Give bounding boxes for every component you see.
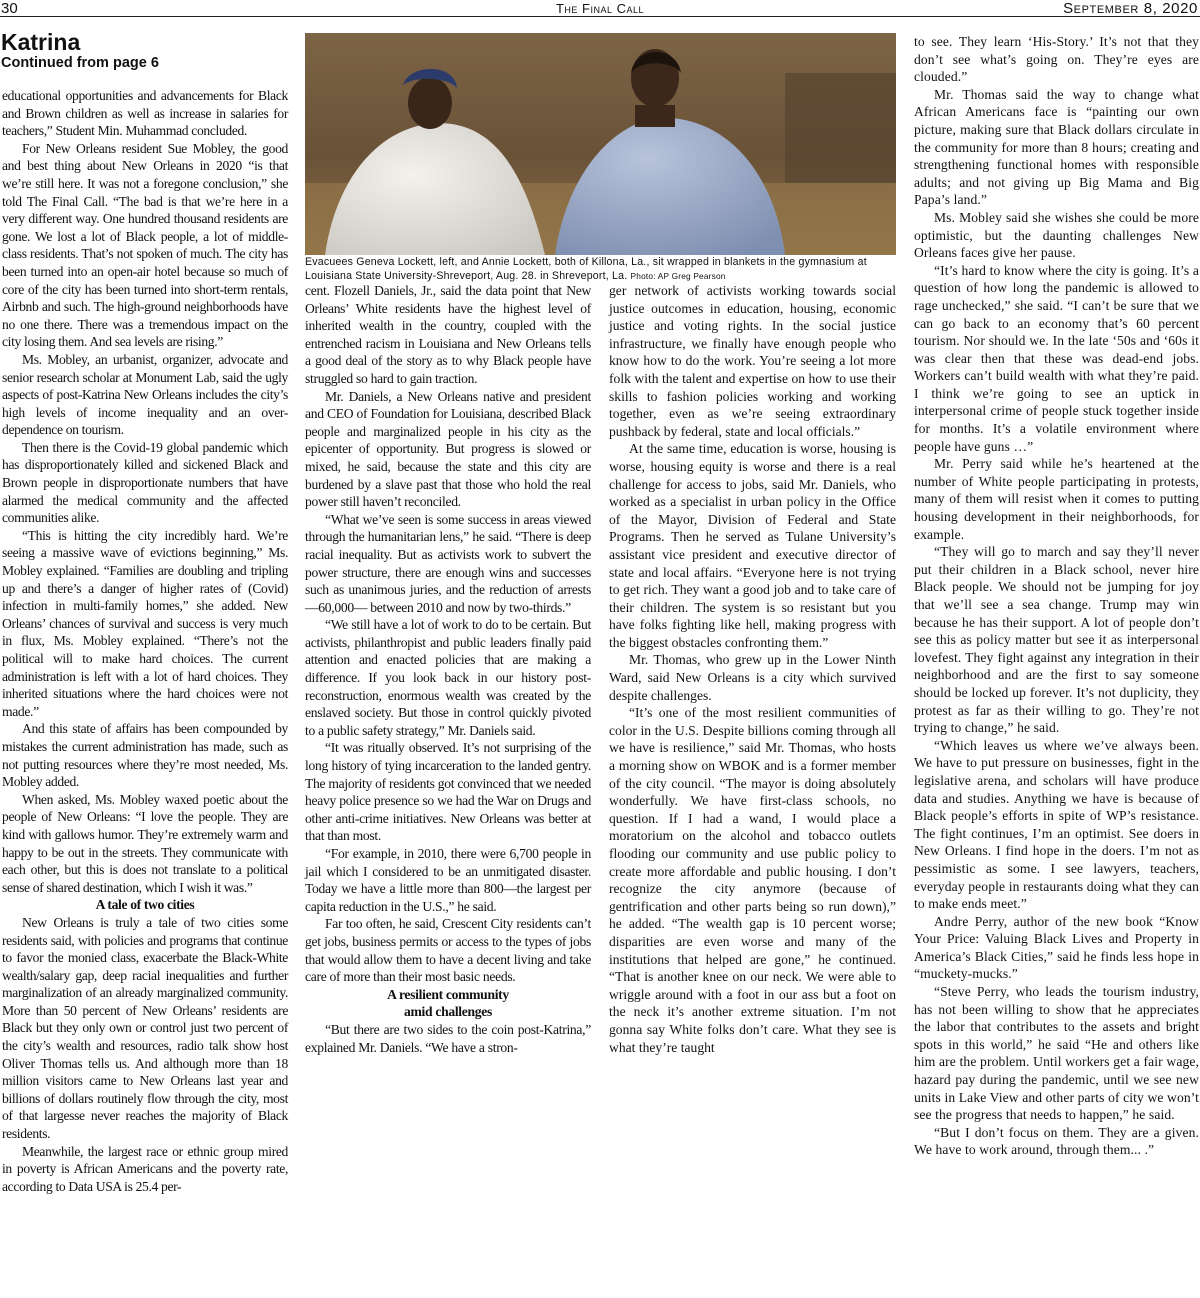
paragraph: cent. Flozell Daniels, Jr., said the data point that New Orleans’ White residents have the highest level of inherited wealth in the country, coupled with the entrenched racism in Louisiana and New Orleans tells a good deal of the story as to why Black people have struggled so hard to gain traction. [305, 283, 591, 386]
continued-from-label: Continued from page 6 [1, 55, 159, 71]
paragraph: “What we’ve seen is some success in areas viewed through the humanitarian lens,” he said. “There is deep racial inequality. But as activists work to subvert the power structure, there are enough wins and successes such as unanimous juries, and the reduction of arrests—60,000— between 2010 and now by two-thirds.” [305, 511, 591, 615]
issue-date: September 8, 2020 [1063, 0, 1198, 17]
article-column-1 [2, 87, 288, 1295]
paragraph: ger network of activists working towards social justice outcomes in education, housing, economic justice and voting rights. In the social justice infrastructure, we finally have enough people who know how to do the work. You’re seeing a lot more folk with the talent and expertise on how to use their skills to fashion policies working and working together, even as we’re seeing extraordinary pushback by federal, state and local officials.” [609, 283, 896, 439]
paragraph: “This is hitting the city incredibly hard. We’re seeing a massive wave of evictions beginning,” Ms. Mobley explained. “Families are doubling and tripling up and there’s a danger of higher rates of (Covid) infection in multi-family homes,” she added. New Orleans’ chances of survival and success is very much in flux, Ms. Mobley explained. “There’s not the political will to make hard choices. The current administration is left with a lot of hard choices. They inherited situations where the hard choices were not made.” [2, 527, 288, 719]
paragraph: to see. They learn ‘His-Story.’ It’s not that they don’t see what’s going on. They’re eyes are clouded.” [914, 34, 1199, 85]
paragraph: Meanwhile, the largest race or ethnic group mired in poverty is African Americans and the poverty rate, according to Data USA is 25.4 per- [2, 1143, 288, 1194]
paragraph: For New Orleans resident Sue Mobley, the good and best thing about New Orleans in 2020 “is that we’re still here. It was not a foregone conclusion,” she told The Final Call. “The bad is that we’re here in a very different way. One hundred thousand residents are gone. We lost a lot of Black people, a lot of middle-class residents. That’s not spoken of much. The city has been turned into an open-air hotel because so much of core of the city has been turned into short-term rentals, Airbnb and such. The high-ground neighborhoods have no one there. There was a tremendous impact on the city losing them. And sea levels are rising.” [2, 140, 288, 350]
paragraph: “We still have a lot of work to do to be certain. But activists, philanthropist and public leaders finally paid attention and enacted policies that are making a difference. If you look back in our history post-reconstruction, enormous wealth was created by the enslaved society. But those in control quickly pivoted to a public safety strategy,” Mr. Daniels said. [305, 617, 591, 738]
paragraph: Ms. Mobley said she wishes she could be more optimistic, but the daunting challenges New Orleans faces give her pause. [914, 209, 1199, 261]
paragraph: educational opportunities and advancements for Black and Brown children as well as increase in salaries for teachers,” Student Min. Muhammad concluded. [2, 88, 288, 139]
paragraph: Then there is the Covid-19 global pandemic which has disproportionately killed and sickened Black and Brown people in disproportionate numbers that have alarmed the medical community and the affected communities alike. [2, 439, 288, 526]
paragraph: “It was ritually observed. It’s not surprising of the long history of tying incarceration to the landed gentry. The majority of residents got convinced that we needed heavy police presence so we had the War on Drugs and other anti-crime initiatives. New Orleans was better at that than most. [305, 740, 591, 844]
paragraph: Ms. Mobley, an urbanist, organizer, advocate and senior research scholar at Monument Lab, said the ugly aspects of post-Katrina New Orleans includes the city’s high levels of income inequality and an over-dependence on tourism. [2, 351, 288, 438]
photo-caption [305, 256, 898, 283]
paragraph: New Orleans is truly a tale of two cities some residents said, with policies and programs that continue to favor the monied class, exacerbate the Black-White wealth/salary gap, deep racial inequalities and further marginalization of an already marginalized community. More than 50 percent of New Orleans’ residents are Black but they only own or control just two percent of the city’s wealth and resources, radio talk show host Oliver Thomas tells us. And although more than 18 million visitors came to New Orleans last year and billions of dollars routinely flow through the city, most of that largesse never reaches the majority of Black residents. [2, 914, 288, 1142]
paragraph: “But there are two sides to the coin post-Katrina,” explained Mr. Daniels. “We have a stron- [305, 1021, 591, 1055]
paragraph: Mr. Thomas, who grew up in the Lower Ninth Ward, said New Orleans is a city which survived despite challenges. [609, 652, 896, 703]
caption-text: Evacuees Geneva Lockett, left, and Annie Lockett, both of Killona, La., sit wrapped in blankets in the gymnasium at Louisiana State University-Shreveport, Aug. 28. in Shreveport, La. [305, 256, 867, 282]
photo-credit: Photo: AP Greg Pearson [630, 270, 726, 281]
article-column-3 [609, 282, 896, 1295]
page-header [0, 0, 1200, 17]
subheading: amid challenges [403, 1004, 492, 1020]
paragraph: Mr. Perry said while he’s heartened at the number of White people participating in protests, many of them will resist when it comes to putting housing development in their neighborhoods, for example. [914, 456, 1199, 542]
article-kicker [1, 30, 159, 72]
paragraph: “It’s one of the most resilient communities of color in the U.S. Despite billions coming through all we have is resilience,” said Mr. Thomas, who hosts a morning show on WBOK and is a former member of the city council. “The mayor is doing absolutely wonderfully. We have first-class schools, no question. If I had a wand, I would place a moratorium on the alcohol and tobacco outlets flooding our community and use public policy to create more affordable and public housing. I don’t recognize the city anymore (because of gentrification and other parts being so run down),” he added. “The wealth gap is 10 percent worse; disparities are even worse and many of the institutions that helped are gone,” he continued. “That is another knee on our neck. We were able to wriggle around with a foot in our ass but a foot on the neck it’s another extreme situation. I’m not gonna say White folks don’t care. What they see is what they’re taught [609, 705, 896, 1055]
paragraph: Mr. Daniels, a New Orleans native and president and CEO of Foundation for Louisiana, described Black people and marginalized people in his city as the epicenter of opportunity. But progress is slowed or mixed, he said, because the state and this city are burdened by a slave past that those who hold the real power still haven’t reconciled. [305, 388, 591, 510]
article-column-2 [305, 282, 591, 1295]
paragraph: And this state of affairs has been compounded by mistakes the current administration has made, such as not putting resources where they’re most needed, Ms. Mobley added. [2, 721, 288, 790]
page-number: 30 [1, 0, 18, 17]
paragraph: When asked, Ms. Mobley waxed poetic about the people of New Orleans: “I love the people. They are kind with gallows humor. They’re extremely warm and happy to be out in the streets. They communicate with each other, but this is does not translate to a political sense of shared destination, which I wish it was.” [2, 791, 288, 895]
paragraph: “It’s hard to know where the city is going. It’s a question of how long the pandemic is allowed to rage unchecked,” she said. “I can’t be sure that we can go back to an economy that’s 60 percent tourism. Nor should we. In the late ‘50s and ‘60s it was clear then that these was dead-end jobs. Workers can’t build wealth with what they’re paid. I think we’re going to see an uptick in interpersonal crime of people stuck together inside for months. It’s a volatile environment where people have guns …” [914, 262, 1199, 454]
article-title: Katrina [1, 29, 81, 55]
paragraph: Andre Perry, author of the new book “Know Your Price: Valuing Black Lives and Property in America’s Black Cities,” said he finds less hope in “muckety-mucks.” [914, 913, 1199, 982]
paragraph: Mr. Thomas said the way to change what African Americans face is “painting our own picture, making sure that Black dollars circulate in the community for more than 8 hours; creating and strengthening functional homes with responsible adults; and not giving up Big Mama and Big Papa’s land.” [914, 86, 1199, 208]
paragraph: “They will go to march and say they’ll never put their children in a Black school, never hire Black people. We should not be jumping for joy that we’ll see a sea change. Trump may win because he has their support. A lot of people don’t see this as policy matter but see it as interpersonal lovefest. They fight against any integration in their neighborhood and are the first to say someone should be locked up forever. It’s not duplicity, they protest as far as their willing to go. They’re not trying to change,” he said. [914, 544, 1199, 736]
news-photo [305, 33, 896, 255]
subheading: A tale of two cities [95, 897, 195, 913]
paragraph: Far too often, he said, Crescent City residents can’t get jobs, business permits or access to the types of jobs that would allow them to have a decent living and take care of more than their most basic needs. [305, 916, 591, 985]
article-column-4 [914, 33, 1199, 1295]
paragraph: “But I don’t focus on them. They are a given. We have to work around, through them... .” [914, 1124, 1199, 1158]
paragraph: At the same time, education is worse, housing is worse, housing equity is worse and there is a real challenge for access to jobs, said Mr. Daniels, who worked as a specialist in urban policy in the Office of the Mayor, Division of Federal and State Programs. Then he served as Tulane University’s assistant vice president and executive director of state and local affairs. “Everyone here is not trying to get rich. They want a good job and to take care of their children. The system is so resistant but you have folks fighting like hell, making progress with the biggest obstacles confronting them.” [609, 441, 896, 650]
subheading: A resilient community [387, 986, 509, 1002]
paragraph: “Which leaves us where we’ve always been. We have to put pressure on businesses, fight in the legislative arena, and scholars will have produce data and studies. Anything we have is because of Black people’s efforts in spite of WP’s resistance. The fight continues, I’m an optimist. See doers in New Orleans. I find hope in the doers. I’m not as pessimistic as some. I see lawyers, teachers, everyday people in restaurants doing what they can to make ends meet.” [914, 737, 1199, 912]
photo-illustration [305, 33, 896, 255]
paragraph: “Steve Perry, who leads the tourism industry, has not been willing to show that he appreciates the labor that contributes to the assets and bright spots in this world,” he said “He and others like him are the problem. Until workers get a fair wage, hazard pay during the pandemic, until we see new units in Lake View and other parts of city we won’t see the progress that needs to happen,” he said. [914, 984, 1199, 1123]
paragraph: “For example, in 2010, there were 6,700 people in jail which I considered to be an unmitigated disaster. Today we have a little more than 800—the largest per capita reduction in the U.S.,” he said. [305, 846, 591, 914]
publication-name: The Final Call [555, 1, 645, 16]
